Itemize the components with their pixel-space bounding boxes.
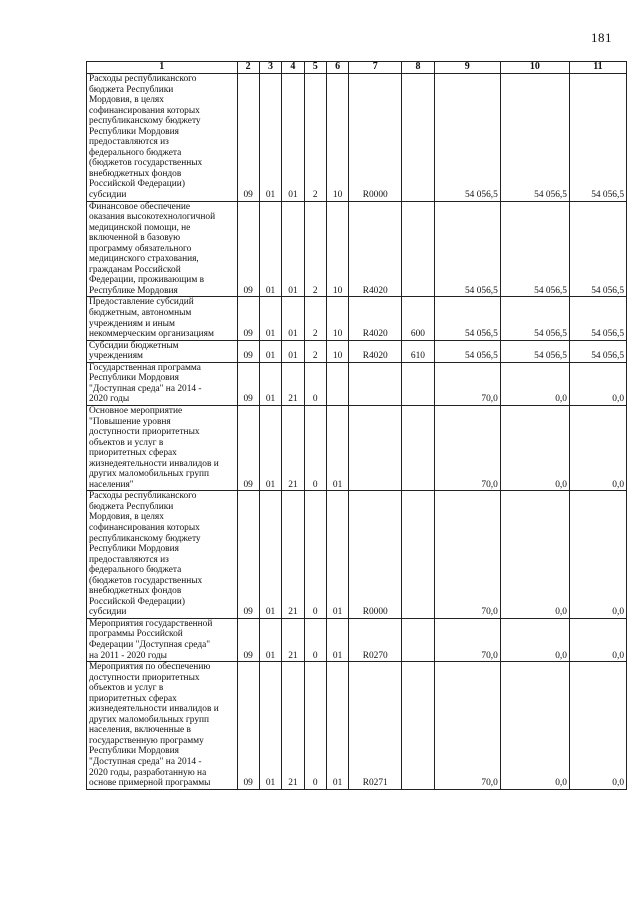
direction-code-cell	[349, 362, 402, 405]
amount-col-9-cell: 70,0	[434, 618, 500, 661]
row-name-cell	[87, 340, 238, 362]
expense-type-code-cell	[402, 405, 435, 490]
program-code-cell: 21	[282, 362, 304, 405]
amount-col-11-cell: 54 056,5	[569, 201, 626, 297]
amount-col-11-cell: 54 056,5	[569, 340, 626, 362]
column-header-7: 7	[349, 62, 402, 74]
row-name-cell	[87, 662, 238, 790]
row-name-text: Субсидии бюджетным учреждениям	[89, 340, 179, 362]
table-body	[87, 74, 627, 790]
direction-code-cell: R0271	[349, 662, 402, 790]
amount-col-11-cell: 54 056,5	[569, 74, 626, 202]
row-name-text: Мероприятия по обеспечению доступности приоритетных объектов и услуг в приоритетных сферах жизнедеятельности инвалидов и других маломобильных групп населения, включенные в государственную программу Республики Мордовия "Доступная среда" на 2014 - 2020 годы, разработанную на основе примерной программы	[89, 662, 219, 789]
row-name-text: Основное мероприятие "Повышение уровня доступности приоритетных объектов и услуг в приоритетных сферах жизнедеятельности инвалидов и других маломобильных групп населения"	[89, 405, 219, 490]
table-row	[87, 491, 627, 619]
section-code-cell: 09	[237, 74, 259, 202]
budget-table	[86, 61, 627, 790]
amount-col-9-cell: 70,0	[434, 662, 500, 790]
amount-col-10-cell: 0,0	[500, 618, 569, 661]
section-code-cell: 09	[237, 362, 259, 405]
program-code-cell: 21	[282, 491, 304, 619]
header-row	[87, 62, 627, 74]
direction-code-cell: R0000	[349, 74, 402, 202]
section-code-cell: 09	[237, 618, 259, 661]
direction-code-cell: R0000	[349, 491, 402, 619]
section-code-cell: 09	[237, 297, 259, 340]
section-code-cell: 09	[237, 201, 259, 297]
subprogram-code-cell: 2	[304, 201, 326, 297]
amount-col-10-cell: 54 056,5	[500, 201, 569, 297]
row-name-cell	[87, 297, 238, 340]
row-name-cell	[87, 618, 238, 661]
program-code-cell: 21	[282, 405, 304, 490]
program-code-cell: 01	[282, 297, 304, 340]
subprogram-code-cell: 0	[304, 405, 326, 490]
amount-col-11-cell: 0,0	[569, 618, 626, 661]
subsection-code-cell: 01	[259, 618, 281, 661]
activity-code-cell: 10	[326, 74, 348, 202]
amount-col-9-cell: 70,0	[434, 362, 500, 405]
expense-type-code-cell	[402, 74, 435, 202]
row-name-text: Предоставление субсидий бюджетным, автономным учреждениям и иным некоммерческим организациям	[89, 297, 214, 340]
expense-type-code-cell	[402, 662, 435, 790]
column-header-2: 2	[237, 62, 259, 74]
amount-col-9-cell: 54 056,5	[434, 340, 500, 362]
amount-col-10-cell: 54 056,5	[500, 340, 569, 362]
table-row	[87, 297, 627, 340]
row-name-text: Финансовое обеспечение оказания высокотехнологичной медицинской помощи, не включенной в базовую программу обязательного медицинского страхования, гражданам Российской Федерации, проживающим в Республике Мордовия	[89, 201, 216, 296]
activity-code-cell: 01	[326, 491, 348, 619]
expense-type-code-cell: 600	[402, 297, 435, 340]
amount-col-10-cell: 54 056,5	[500, 74, 569, 202]
table-row	[87, 201, 627, 297]
row-name-cell	[87, 405, 238, 490]
column-header-5: 5	[304, 62, 326, 74]
column-header-4: 4	[282, 62, 304, 74]
subprogram-code-cell: 0	[304, 618, 326, 661]
amount-col-10-cell: 0,0	[500, 362, 569, 405]
table-row	[87, 74, 627, 202]
column-header-10: 10	[500, 62, 569, 74]
direction-code-cell: R4020	[349, 297, 402, 340]
amount-col-10-cell: 0,0	[500, 662, 569, 790]
subsection-code-cell: 01	[259, 297, 281, 340]
amount-col-9-cell: 54 056,5	[434, 297, 500, 340]
subsection-code-cell: 01	[259, 662, 281, 790]
column-header-8: 8	[402, 62, 435, 74]
subprogram-code-cell: 0	[304, 662, 326, 790]
row-name-text: Расходы республиканского бюджета Республики Мордовия, в целях софинансирования которых республиканскому бюджету Республики Мордовия предоставляются из федерального бюджета (бюджетов государственных внебюджетных фондов Российской Федерации) субсидии	[89, 74, 203, 201]
direction-code-cell: R4020	[349, 340, 402, 362]
amount-col-9-cell: 54 056,5	[434, 201, 500, 297]
section-code-cell: 09	[237, 662, 259, 790]
table-row	[87, 662, 627, 790]
subprogram-code-cell: 0	[304, 362, 326, 405]
row-name-cell	[87, 201, 238, 297]
amount-col-10-cell: 0,0	[500, 491, 569, 619]
expense-type-code-cell	[402, 618, 435, 661]
activity-code-cell: 01	[326, 405, 348, 490]
row-name-cell	[87, 74, 238, 202]
amount-col-11-cell: 54 056,5	[569, 297, 626, 340]
expense-type-code-cell	[402, 362, 435, 405]
amount-col-10-cell: 54 056,5	[500, 297, 569, 340]
amount-col-11-cell: 0,0	[569, 405, 626, 490]
table-row	[87, 362, 627, 405]
row-name-text: Государственная программа Республики Мордовия "Доступная среда" на 2014 - 2020 годы	[89, 362, 202, 405]
subsection-code-cell: 01	[259, 201, 281, 297]
direction-code-cell	[349, 405, 402, 490]
activity-code-cell	[326, 362, 348, 405]
program-code-cell: 21	[282, 662, 304, 790]
subsection-code-cell: 01	[259, 340, 281, 362]
amount-col-11-cell: 0,0	[569, 662, 626, 790]
row-name-cell	[87, 491, 238, 619]
column-header-3: 3	[259, 62, 281, 74]
activity-code-cell: 01	[326, 618, 348, 661]
program-code-cell: 01	[282, 201, 304, 297]
subprogram-code-cell: 2	[304, 297, 326, 340]
table-row	[87, 618, 627, 661]
subsection-code-cell: 01	[259, 405, 281, 490]
program-code-cell: 21	[282, 618, 304, 661]
row-name-text: Расходы республиканского бюджета Республики Мордовия, в целях софинансирования которых республиканскому бюджету Республики Мордовия предоставляются из федерального бюджета (бюджетов государственных внебюджетных фондов Российской Федерации) субсидии	[89, 491, 203, 618]
direction-code-cell: R4020	[349, 201, 402, 297]
section-code-cell: 09	[237, 405, 259, 490]
column-header-9: 9	[434, 62, 500, 74]
subsection-code-cell: 01	[259, 74, 281, 202]
program-code-cell: 01	[282, 340, 304, 362]
activity-code-cell: 10	[326, 201, 348, 297]
activity-code-cell: 10	[326, 340, 348, 362]
table-row	[87, 340, 627, 362]
column-header-11: 11	[569, 62, 626, 74]
expense-type-code-cell	[402, 201, 435, 297]
amount-col-9-cell: 54 056,5	[434, 74, 500, 202]
section-code-cell: 09	[237, 340, 259, 362]
subsection-code-cell: 01	[259, 491, 281, 619]
amount-col-10-cell: 0,0	[500, 405, 569, 490]
program-code-cell: 01	[282, 74, 304, 202]
subprogram-code-cell: 2	[304, 340, 326, 362]
subprogram-code-cell: 2	[304, 74, 326, 202]
column-header-6: 6	[326, 62, 348, 74]
column-header-1: 1	[87, 62, 238, 74]
row-name-text: Мероприятия государственной программы Российской Федерации "Доступная среда" на 2011 - 2020 годы	[89, 618, 213, 661]
amount-col-9-cell: 70,0	[434, 491, 500, 619]
activity-code-cell: 10	[326, 297, 348, 340]
subprogram-code-cell: 0	[304, 491, 326, 619]
expense-type-code-cell	[402, 491, 435, 619]
page-number: 181	[591, 30, 612, 45]
table-header	[87, 62, 627, 74]
amount-col-11-cell: 0,0	[569, 362, 626, 405]
table-row	[87, 405, 627, 490]
section-code-cell: 09	[237, 491, 259, 619]
amount-col-11-cell: 0,0	[569, 491, 626, 619]
expense-type-code-cell: 610	[402, 340, 435, 362]
amount-col-9-cell: 70,0	[434, 405, 500, 490]
activity-code-cell: 01	[326, 662, 348, 790]
subsection-code-cell: 01	[259, 362, 281, 405]
row-name-cell	[87, 362, 238, 405]
direction-code-cell: R0270	[349, 618, 402, 661]
